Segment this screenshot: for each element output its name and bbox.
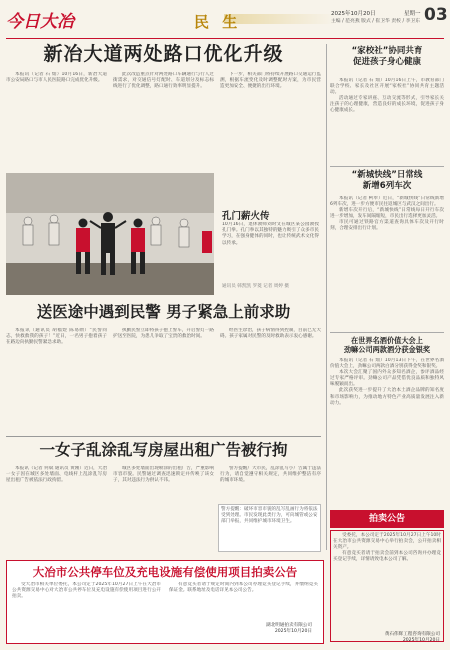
right-story3-body xyxy=(330,358,444,502)
right-story2-headline: “新城快线”日常线 新增6列车次 xyxy=(330,166,444,192)
paragraph: 本次大会汇聚了国内外众多知名酒企，参评酒品经过专家严格评审。劲嘛公司产品凭借优良品质和独特风味脱颖而出。 xyxy=(330,370,444,388)
paragraph: 本报讯（记者 石 灿）10月16日，新冶大道市公安局路口与市人民医院路口完成优化升级。 xyxy=(6,72,107,84)
ad-title: 大冶市公共停车位及充电设施有偿使用项目拍卖公告 xyxy=(32,565,298,579)
right-story1-body xyxy=(330,78,444,164)
paragraph: 本报讯（通讯员 胡福煜 陈易勋）“民警同志，快救救我的孩子！”近日，一名男子抱着孩子在路边向执勤民警紧急求助。 xyxy=(6,328,107,346)
auction-notice-body xyxy=(330,530,444,642)
news-photo xyxy=(6,173,214,295)
masthead xyxy=(6,4,448,39)
paragraph: 警方提醒广大市民，乱涂乱写小广告属于违法行为，请自觉遵守相关规定，共同维护整洁有序的城市环境。 xyxy=(220,466,321,484)
photo-credit: 通讯员 韩凯凯 罗菱 记者 周婷 摄 xyxy=(222,284,290,289)
paragraph: 本报讯（记者 何斌 通讯员 黄刚）近日，大冶一女子因在城区多处墙面、电线杆上乱涂乱写房屋出租广告被依法行政拘留。 xyxy=(6,466,107,484)
paragraph: 本报讯（记者 石 灿）10月13日下午，在世界名酒价值大会上，劲嘛公司两款白酒分别获得金奖和银奖。 xyxy=(330,358,444,370)
paragraph: 下一步，相关部门将持续开展路口交通运行监测，根据车流变化及时调整配时方案，为市民营造更加安全、便捷的出行环境。 xyxy=(220,72,321,90)
section-title: 民 生 xyxy=(194,13,242,31)
paragraph: 有意竞买者请于规定时间内到本公司办理竞买登记手续，并缴纳竞买保证金。联系地址及电话详见本公司公告。 xyxy=(169,582,318,594)
paragraph: 本报讯（记者 柯奉）近日，“新城快线”日常线新增6列车次，进一步方便市民往返城区与武汉之间出行。 xyxy=(330,196,444,208)
right-story1-headline: “家校社”协同共育 促进孩子身心健康 xyxy=(351,46,423,67)
paragraph: 活动通过专家讲座、互动交流等形式，引导家长关注孩子的心理健康，营造良好的成长环境，促进孩子身心健康成长。 xyxy=(330,96,444,114)
ad-body xyxy=(12,582,318,620)
paragraph: 此次获奖进一步提升了大冶本土酒企品牌的知名度和市场影响力，为推动地方特色产业高质量发展注入新动力。 xyxy=(330,388,444,406)
auction-organization: 黄石伟辉工程咨询有限公司 xyxy=(384,632,440,637)
paragraph: 市民可通过铁路官方渠道查询具体车次及开行时刻，合理安排出行计划。 xyxy=(330,220,444,232)
ad-date: 2025年10月20日 xyxy=(274,629,312,634)
auction-date: 2025年10月20日 xyxy=(402,638,440,643)
main-headline: 新冶大道两处路口优化升级 xyxy=(43,43,284,65)
paragraph: 受大冶市相关单位委托，本公司定于2025年10月27日上午在大冶市公共资源交易中心对大冶市公共停车位及充电设施有偿使用项目进行公开拍卖。 xyxy=(12,582,161,600)
paragraph: 新增车次开行后，“新城快线”日常线每日开行车次进一步增加，发车间隔缩短，市民出行选择更加灵活。 xyxy=(330,208,444,220)
paragraph: 有意竞买者请于拍卖会前到本公司咨询并办理竞买登记手续，详情请致电本公司了解。 xyxy=(333,551,441,563)
editor-credits: 主编 / 范亮燕 版式 / 崔卫华 责校 / 李卫东 xyxy=(331,19,421,24)
newspaper-logo: 今日大冶 xyxy=(6,12,74,32)
police-reminder-box: 警方提醒：破坏市容市貌的乱写乱画行为将依法受到处理。市民发现此类行为，可向城管或公安部门举报，共同维护城市环境卫生。 xyxy=(218,504,321,552)
story3-headline-area xyxy=(6,436,321,463)
main-story-body xyxy=(6,72,321,170)
photo-caption: 10月16日，退休教师刘时文在城区某公园教授孔门拳。孔门拳以其独特的魅力吸引了众多市民学习，在强身健体的同时，也让传统武术文化得以传承。 xyxy=(222,222,319,246)
photo-title: 孔门薪火传 xyxy=(222,211,270,222)
photo-illustration xyxy=(6,173,214,295)
column-divider xyxy=(326,44,327,550)
story2-body xyxy=(6,328,321,432)
main-headline-area xyxy=(6,40,321,68)
story2-headline-area xyxy=(6,300,321,324)
paragraph: 此次改造重点针对两处路口车辆通行与行人过街需求，对交通信号灯配时、车道划分及标志标线进行了优化调整，路口通行效率明显提升。 xyxy=(113,72,214,90)
story2-headline: 送医途中遇到民警 男子紧急上前求助 xyxy=(36,303,291,321)
story3-headline: 一女子乱涂乱写房屋出租广告被行拘 xyxy=(39,441,288,459)
paragraph: 执勤民警立即将孩子抱上警车，开启警灯一路护送至医院，为患儿争取了宝贵的救治时间。 xyxy=(113,328,214,340)
paragraph: 城区多处墙面出现喷涂的出租广告，严重影响市容市貌。民警通过调查迅速锁定并传唤了该女子，其对违法行为供认不讳。 xyxy=(113,466,214,484)
right-story2-body xyxy=(330,196,444,328)
paragraph: 受委托，本公司定于2025年10月27日上午10时在大冶市公共资源交易中心举行拍卖会，公开拍卖相关资产。 xyxy=(333,533,441,551)
issue-date: 2025年10月20日 xyxy=(331,11,376,17)
auction-notice-title: 拍卖公告 xyxy=(330,510,444,528)
page-number: 03 xyxy=(424,5,448,25)
ad-organization: 湖北明通拍卖有限公司 xyxy=(266,623,312,628)
paragraph: 本报讯（记者 石 灿）10月16日上午，市教育部门联合学校、家长及社区开展“家校社”协同共育主题活动。 xyxy=(330,78,444,96)
paragraph: 经医生诊治，孩子病情得到控制，目前已无大碍。孩子家属对民警的及时救助表示衷心感谢。 xyxy=(220,328,321,340)
issue-weekday: 星期一 xyxy=(404,11,421,17)
right-story3-headline: 在世界名酒价值大会上 劲嘛公司两款酒分获金银奖 xyxy=(330,332,444,354)
